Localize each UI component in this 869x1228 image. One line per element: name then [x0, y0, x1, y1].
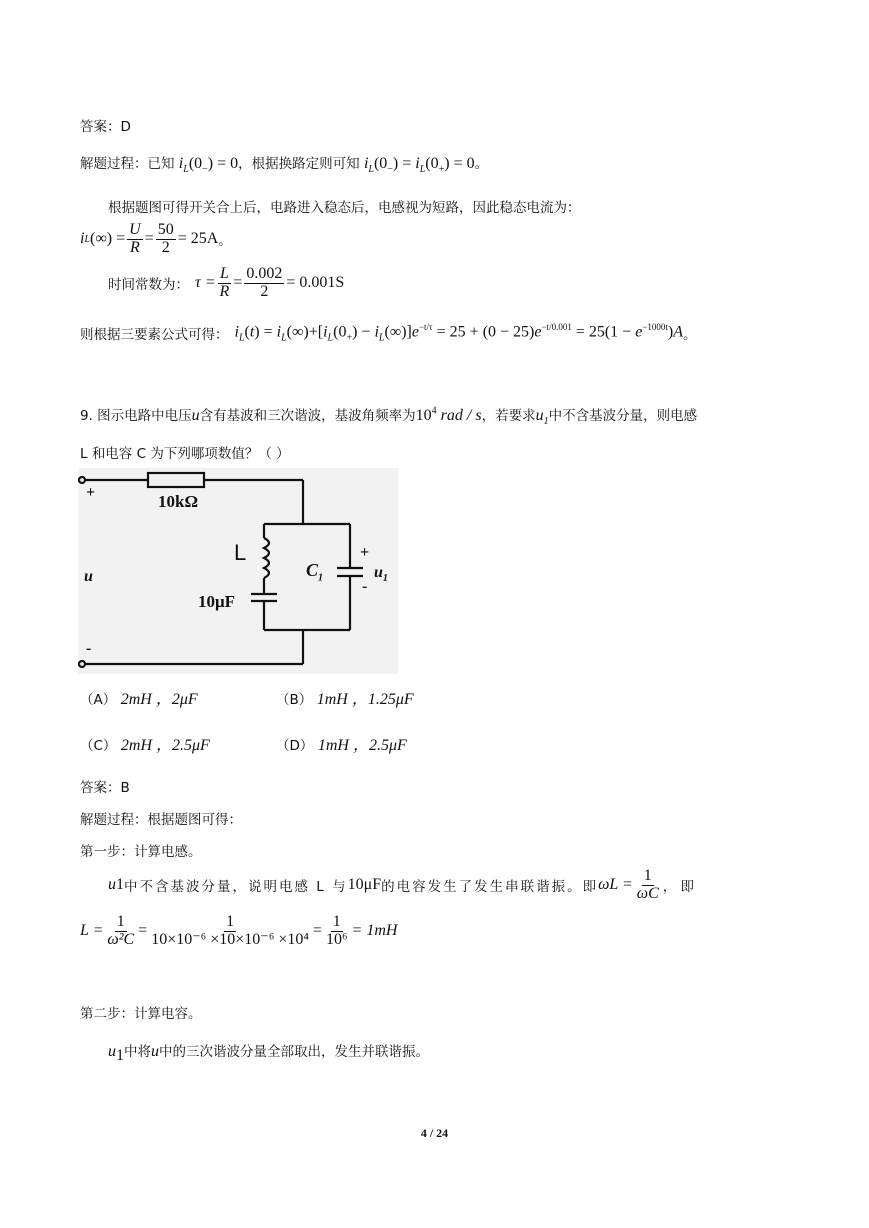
minus-bottom-label: - [86, 640, 92, 657]
resistor [148, 473, 204, 487]
option-a: （A） 2mH ，2μF [80, 691, 198, 708]
step-2-title: 第二步：计算电容。 [80, 1006, 202, 1022]
inductor-coil [264, 538, 269, 578]
option-c: （C） 2mH ，2.5μF [80, 737, 210, 754]
formula-steady-current: i L (∞) = $\frac{U}{R}$ = $\frac{50}{2}$ = 25A 。 [80, 221, 232, 256]
plus-top-label: + [86, 484, 96, 501]
formula-inductance: L = $\frac{1}{\text{ω²C}}$ = $\frac{1}{\text{10×10⁻⁶ ×10×10⁻⁶ ×10⁴}}$ = $\frac{1}{\text{10⁶}}$ = 1mH [80, 913, 398, 948]
option-b: （B） 1mH ，1.25μF [276, 691, 414, 708]
formula-il0: $i_L(0_-) = 0$ [178, 155, 239, 176]
inductor-label: L [234, 540, 247, 565]
terminal-top [79, 477, 85, 483]
plus-cap-label: + [360, 544, 370, 561]
option-d: （D） 1mH ，2.5μF [276, 737, 407, 754]
solution-9-label: 解题过程：根据题图可得： [80, 812, 242, 828]
terminal-bottom [79, 661, 85, 667]
cap-right-label: $C_1$ [306, 560, 324, 584]
solution-line-1: 解题过程：已知 $i_L(0_-) = 0$，根据换路定则可知 $i_L(0_-) = i_L(0_+) = 0$。 [80, 155, 489, 176]
step-1-title: 第一步：计算电感。 [80, 844, 202, 860]
formula-time-constant: 时间常数为： τ = $\frac{L}{R}$ = $\frac{0.002}{2}$ = 0.001S [108, 265, 345, 300]
u-label: u [84, 568, 93, 585]
minus-cap-label: - [362, 578, 368, 595]
circuit-diagram [78, 468, 398, 674]
page-number: 4 / 24 [420, 1126, 449, 1140]
answer-9: 答案：B [80, 780, 130, 796]
step-1-text: u 1 中不含基波分量，说明电感 L 与 10μF 的电容发生了发生串联谐振。即 ωL = $\frac{1}{\omega C}$ ， 即 [108, 867, 695, 902]
question-9-line-2: L 和电容 C 为下列哪项数值？（ ） [80, 446, 290, 462]
formula-switching-law: $i_L(0_-) = i_L(0_+) = 0$ [363, 155, 475, 176]
circuit-svg [78, 468, 398, 674]
u1-label: $u_1$ [374, 564, 388, 585]
solution-text: ，根据换路定则可知 [238, 156, 360, 172]
solution-label: 解题过程： [80, 156, 148, 172]
steady-text: 根据题图可得开关合上后，电路进入稳态后，电感视为短路，因此稳态电流为： [108, 200, 581, 216]
solution-text: 已知 [147, 156, 175, 172]
step-2-text: $u_1$中将u中的三次谐波分量全部取出，发生并联谐振。 [108, 1043, 429, 1064]
cap-left-label: 10μF [198, 592, 236, 611]
resistor-label: 10kΩ [158, 492, 199, 511]
answer-prev: 答案：D [80, 119, 131, 135]
formula-three-element: 则根据三要素公式可得： $i_L(t) = i_L(\infty)+[i_L(0_+) - i_L(\infty)]e^{-t/\tau} = 25 + (0 - 25)e^{-t/0.001} = 25(1 - e^{-1000t})A$ 。 [80, 322, 697, 344]
question-9-line-1: 9. 图示电路中电压u含有基波和三次谐波，基波角频率为$10^4$ rad / s，若要求$u_1$中不含基波分量，则电感 [80, 405, 698, 428]
